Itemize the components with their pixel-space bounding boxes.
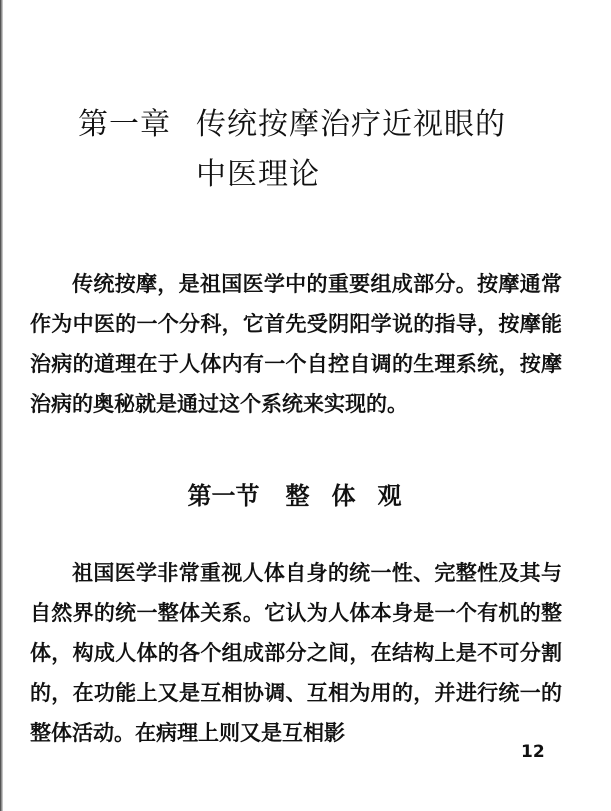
chapter-title — [78, 100, 506, 200]
chapter-title-line1: 传统按摩治疗近视眼的 — [196, 107, 506, 142]
chapter-title-line2: 中医理论 — [196, 157, 320, 192]
page-number: 12 — [521, 742, 545, 762]
section-number: 第一节 — [187, 482, 260, 510]
page-edge-shadow — [0, 0, 3, 811]
section-title — [0, 476, 611, 511]
chapter-number: 第一章 — [78, 107, 171, 142]
section-name: 整体观 — [285, 482, 424, 510]
intro-paragraph: 传统按摩，是祖国医学中的重要组成部分。按摩通常作为中医的一个分科，它首先受阴阳学说的指导，按摩能治病的道理在于人体内有一个自控自调的生理系统，按摩治病的奥秘就是通过这个系统来实现的。 — [30, 271, 562, 416]
section-paragraph: 祖国医学非常重视人体自身的统一性、完整性及其与自然界的统一整体关系。它认为人体本身是一个有机的整体，构成人体的各个组成部分之间，在结构上是不可分割的，在功能上又是互相协调、互相为用的，并进行统一的整体活动。在病理上则又是互相影 — [30, 560, 562, 745]
